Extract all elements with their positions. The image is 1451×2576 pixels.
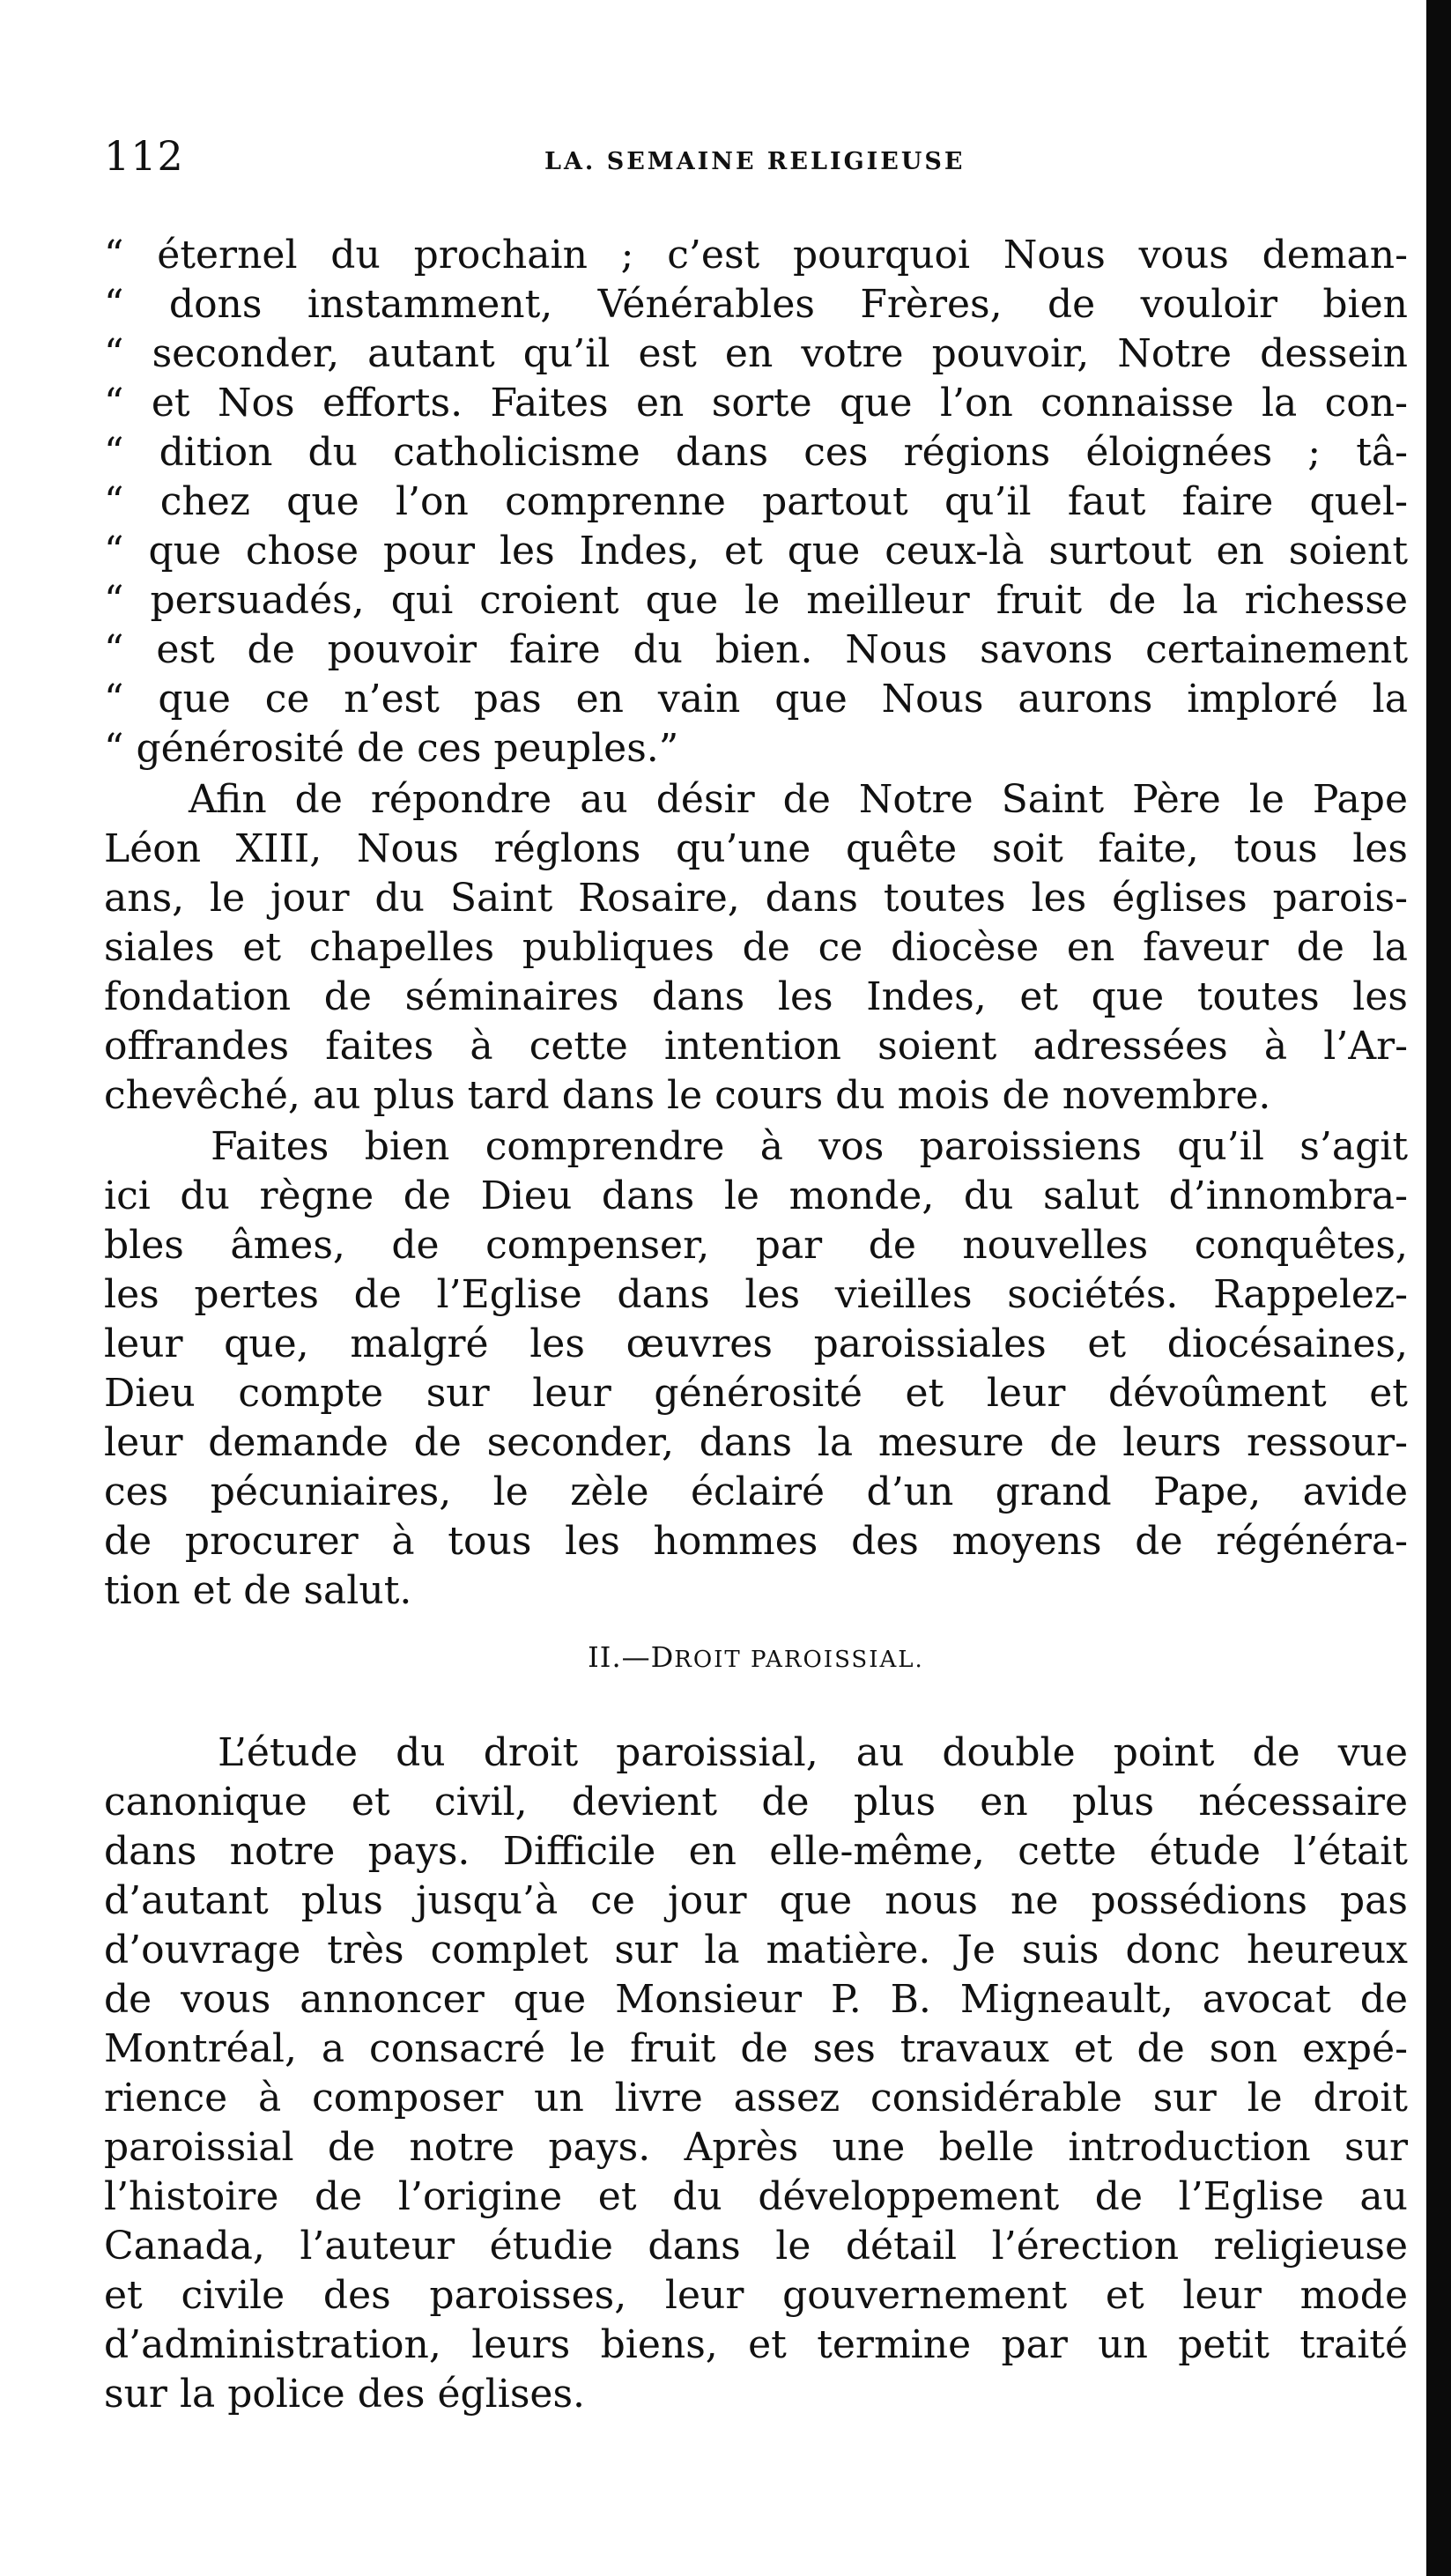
quote-line: “ est de pouvoir faire du bien. Nous savons certainement xyxy=(104,627,1408,672)
paragraph-line: chevêché, au plus tard dans le cours du mois de novembre. xyxy=(104,1073,1271,1118)
page-header xyxy=(104,132,1408,185)
paragraph-line: leur demande de seconder, dans la mesure de leurs ressour- xyxy=(104,1420,1408,1465)
paragraph-line: Léon XIII, Nous réglons qu’une quête soit faite, tous les xyxy=(104,826,1408,871)
running-head: LA. SEMAINE RELIGIEUSE xyxy=(544,148,966,175)
paragraph-line: siales et chapelles publiques de ce diocèse en faveur de la xyxy=(104,925,1408,970)
paragraph-line: ans, le jour du Saint Rosaire, dans toutes les églises parois- xyxy=(104,876,1408,921)
section-heading-numeral: II.—D xyxy=(588,1640,675,1674)
paragraph-line: Montréal, a consacré le fruit de ses travaux et de son expé- xyxy=(104,2026,1408,2071)
paragraph-line: Canada, l’auteur étudie dans le détail l’érection religieuse xyxy=(104,2224,1408,2269)
quote-line: “ seconder, autant qu’il est en votre pouvoir, Notre dessein xyxy=(104,331,1408,376)
quote-line: “ éternel du prochain ; c’est pourquoi Nous vous deman- xyxy=(104,233,1408,278)
paragraph-line: bles âmes, de compenser, par de nouvelles conquêtes, xyxy=(104,1223,1408,1268)
paragraph-line: rience à composer un livre assez considérable sur le droit xyxy=(104,2076,1408,2121)
section-heading xyxy=(104,1640,1408,1674)
paragraph-line: et civile des paroisses, leur gouvernement et leur mode xyxy=(104,2273,1408,2318)
paragraph-line: d’administration, leurs biens, et termine par un petit traité xyxy=(104,2322,1408,2367)
paragraph-line: canonique et civil, devient de plus en plus nécessaire xyxy=(104,1780,1408,1825)
quote-line: “ et Nos efforts. Faites en sorte que l’on connaisse la con- xyxy=(104,381,1408,426)
quote-line: “ dition du catholicisme dans ces régions éloignées ; tâ- xyxy=(104,430,1408,475)
paragraph-line: Afin de répondre au désir de Notre Saint Père le Pape xyxy=(104,777,1408,822)
section-heading-title: ROIT PAROISSIAL. xyxy=(674,1647,924,1673)
paragraph-line: paroissial de notre pays. Après une belle introduction sur xyxy=(104,2125,1408,2170)
paragraph-line: d’autant plus jusqu’à ce jour que nous ne possédions pas xyxy=(104,1878,1408,1923)
paragraph-line: sur la police des églises. xyxy=(104,2372,586,2417)
paragraph-line: fondation de séminaires dans les Indes, et que toutes les xyxy=(104,974,1408,1019)
paragraph-line: offrandes faites à cette intention soient adressées à l’Ar- xyxy=(104,1024,1408,1069)
quote-line: “ dons instamment, Vénérables Frères, de vouloir bien xyxy=(104,282,1408,327)
page-binding-edge xyxy=(1426,0,1451,2576)
paragraph-line: de procurer à tous les hommes des moyens de régénéra- xyxy=(104,1519,1408,1564)
paragraph-line: ces pécuniaires, le zèle éclairé d’un grand Pape, avide xyxy=(104,1469,1408,1514)
paragraph-line: dans notre pays. Difficile en elle-même, cette étude l’était xyxy=(104,1829,1408,1874)
paragraph-line: Faites bien comprendre à vos paroissiens qu’il s’agit xyxy=(104,1124,1408,1169)
paragraph-line: les pertes de l’Eglise dans les vieilles sociétés. Rappelez- xyxy=(104,1272,1408,1317)
paragraph-line: tion et de salut. xyxy=(104,1568,412,1613)
paragraph-line: leur que, malgré les œuvres paroissiales et diocésaines, xyxy=(104,1321,1408,1366)
page-number: 112 xyxy=(104,132,184,180)
paragraph-line: ici du règne de Dieu dans le monde, du salut d’innombra- xyxy=(104,1173,1408,1218)
paragraph-line: de vous annoncer que Monsieur P. B. Migneault, avocat de xyxy=(104,1977,1408,2022)
quote-line: “ que chose pour les Indes, et que ceux-là surtout en soient xyxy=(104,529,1408,574)
quote-line: “ persuadés, qui croient que le meilleur fruit de la richesse xyxy=(104,578,1408,623)
quote-line: “ que ce n’est pas en vain que Nous aurons imploré la xyxy=(104,677,1408,722)
paragraph-line: d’ouvrage très complet sur la matière. Je suis donc heureux xyxy=(104,1928,1408,1973)
paragraph-line: L’étude du droit paroissial, au double point de vue xyxy=(104,1730,1408,1775)
quote-line: “ chez que l’on comprenne partout qu’il faut faire quel- xyxy=(104,479,1408,524)
quote-line: “ générosité de ces peuples.” xyxy=(104,726,679,771)
paragraph-line: Dieu compte sur leur générosité et leur dévoûment et xyxy=(104,1371,1408,1416)
paragraph-line: l’histoire de l’origine et du développement de l’Eglise au xyxy=(104,2174,1408,2219)
